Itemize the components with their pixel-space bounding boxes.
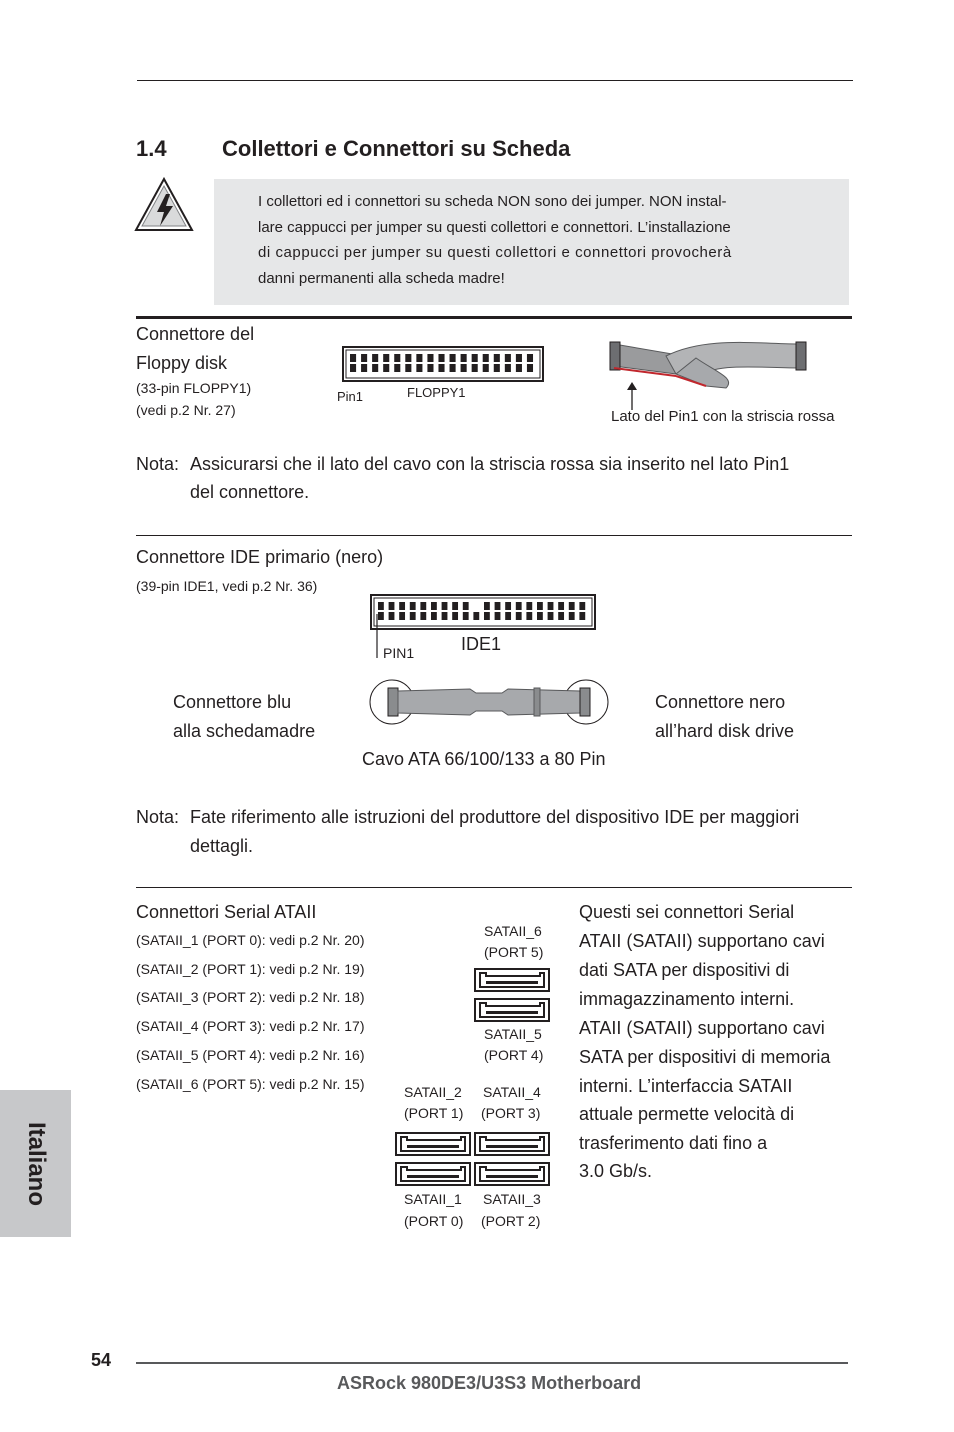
floppy-reference: (vedi p.2 Nr. 27) [136, 402, 236, 418]
warning-line: lare cappucci per jumper su questi collettori e connettori. L’installazione [258, 219, 731, 236]
sata-description: attuale permette velocità di [579, 1104, 795, 1124]
floppy-pin1-label: Pin1 [337, 389, 364, 404]
sata-description: interni. L’interfaccia SATAII [579, 1076, 793, 1096]
sata3-connector [474, 1162, 550, 1186]
section-title: Collettori e Connettori su Scheda [222, 136, 571, 161]
sata6-connector [474, 968, 550, 992]
warning-line: I collettori ed i connettori su scheda NON sono dei jumper. NON instal- [258, 193, 727, 210]
top-rule [137, 80, 853, 81]
sata3-port-label: (PORT 2) [481, 1213, 541, 1229]
sata4-connector [474, 1132, 550, 1156]
page-number: 54 [91, 1350, 112, 1370]
sata-description: immagazzinamento interni. [579, 989, 795, 1009]
language-tab-label: Italiano [22, 1121, 50, 1206]
ide-black-connector-label: Connettore nero [655, 692, 786, 712]
sata4-label: SATAII_4 [483, 1084, 541, 1100]
sata5-connector [474, 998, 550, 1022]
sata2-port-label: (PORT 1) [404, 1105, 464, 1121]
ide-subtitle: (39-pin IDE1, vedi p.2 Nr. 36) [136, 578, 318, 594]
sata2-connector [395, 1132, 471, 1156]
warning-line: di cappucci per jumper su questi collettori e connettori provocherà [258, 244, 732, 261]
floppy-subtitle: (33-pin FLOPPY1) [136, 380, 252, 396]
floppy-note-label: Nota: [136, 454, 180, 474]
sata-port-ref: (SATAII_4 (PORT 3): vedi p.2 Nr. 17) [136, 1018, 365, 1034]
sata-description: trasferimento dati fino a [579, 1133, 768, 1153]
ide-pin1-label: PIN1 [383, 645, 415, 661]
ide-note-text: dettagli. [190, 836, 254, 856]
sata5-label: SATAII_5 [484, 1026, 542, 1042]
sata-description: ATAII (SATAII) supportano cavi [579, 1018, 825, 1038]
floppy-section-rule [136, 316, 852, 319]
sata-port-ref: (SATAII_3 (PORT 2): vedi p.2 Nr. 18) [136, 989, 365, 1005]
floppy-title: Floppy disk [136, 353, 228, 373]
sata-description: dati SATA per dispositivi di [579, 960, 790, 980]
ide-note-text: Fate riferimento alle istruzioni del produttore del dispositivo IDE per maggiori [190, 807, 800, 827]
floppy-header-label: FLOPPY1 [407, 385, 466, 400]
sata1-label: SATAII_1 [404, 1191, 462, 1207]
ide-cable-image [366, 678, 612, 726]
footer-title: ASRock 980DE3/U3S3 Motherboard [337, 1373, 642, 1393]
warning-triangle-icon [133, 176, 195, 234]
ide-cable-caption: Cavo ATA 66/100/133 a 80 Pin [362, 749, 606, 769]
ide-pin1-marker [372, 614, 382, 658]
sata6-label: SATAII_6 [484, 923, 542, 939]
ide-title: Connettore IDE primario (nero) [136, 547, 384, 567]
language-tab [0, 1090, 71, 1237]
footer-rule [136, 1362, 848, 1364]
sata5-port-label: (PORT 4) [484, 1047, 544, 1063]
floppy-title: Connettore del [136, 324, 255, 344]
sata2-label: SATAII_2 [404, 1084, 462, 1100]
ide-note-label: Nota: [136, 807, 180, 827]
ide-blue-connector-label: alla schedamadre [173, 721, 316, 741]
sata4-port-label: (PORT 3) [481, 1105, 541, 1121]
sata-port-ref: (SATAII_1 (PORT 0): vedi p.2 Nr. 20) [136, 932, 365, 948]
section-number: 1.4 [136, 136, 167, 161]
sata-section-rule [136, 887, 852, 888]
sata-description: Questi sei connettori Serial [579, 902, 795, 922]
sata-port-ref: (SATAII_2 (PORT 1): vedi p.2 Nr. 19) [136, 961, 365, 977]
floppy-note-text: Assicurarsi che il lato del cavo con la striscia rossa sia inserito nel lato Pin1 [190, 454, 790, 474]
sata1-port-label: (PORT 0) [404, 1213, 464, 1229]
ide-header-label: IDE1 [461, 634, 502, 654]
sata1-connector [395, 1162, 471, 1186]
sata-title: Connettori Serial ATAII [136, 902, 317, 922]
floppy-cable-caption: Lato del Pin1 con la striscia rossa [611, 408, 835, 425]
sata-description: ATAII (SATAII) supportano cavi [579, 931, 825, 951]
sata-description: 3.0 Gb/s. [579, 1161, 653, 1181]
ide-section-rule [136, 535, 852, 536]
warning-line: danni permanenti alla scheda madre! [258, 270, 505, 287]
ide-blue-connector-label: Connettore blu [173, 692, 292, 712]
floppy-header-diagram [342, 346, 544, 382]
sata3-label: SATAII_3 [483, 1191, 541, 1207]
sata6-port-label: (PORT 5) [484, 944, 544, 960]
floppy-note-text: del connettore. [190, 482, 310, 502]
sata-port-ref: (SATAII_5 (PORT 4): vedi p.2 Nr. 16) [136, 1047, 365, 1063]
ide-black-connector-label: all’hard disk drive [655, 721, 795, 741]
sata-description: SATA per dispositivi di memoria [579, 1047, 831, 1067]
sata-port-ref: (SATAII_6 (PORT 5): vedi p.2 Nr. 15) [136, 1076, 365, 1092]
ide-header-diagram [370, 594, 596, 630]
